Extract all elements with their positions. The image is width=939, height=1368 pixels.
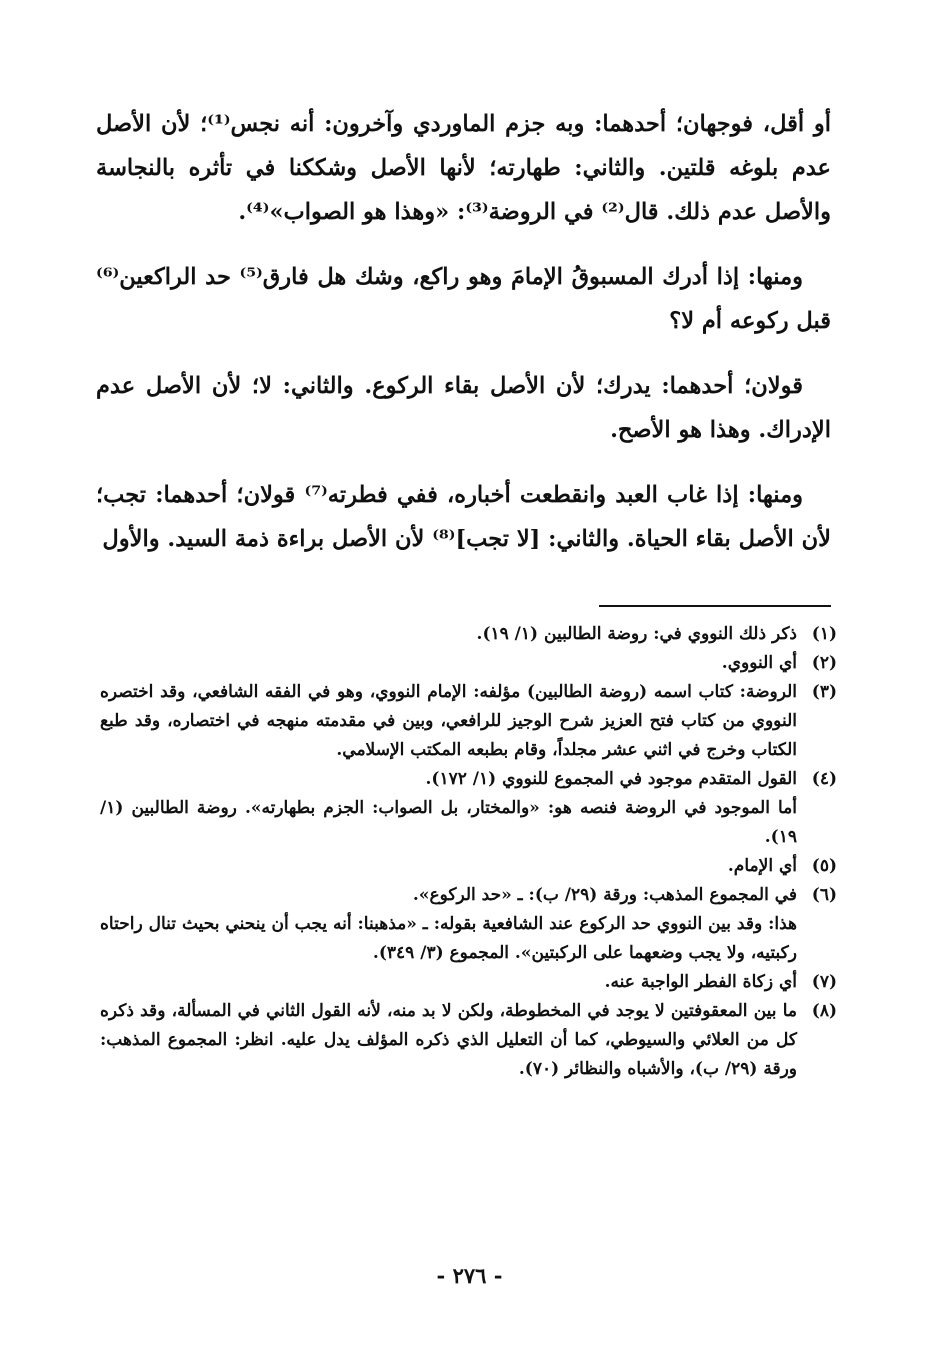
footnote-6 xyxy=(100,881,837,910)
footnote-6-continuation xyxy=(100,910,837,968)
footnote-text: هذا: وقد بين النووي حد الركوع عند الشافعية بقوله: ـ «مذهبنا: أنه يجب أن ينحني بحيث تنال راحتاه ركبتيه، ولا يجب وضعهما على الركبتين». المجموع (٣/ ٣٤٩). xyxy=(100,914,797,963)
main-text xyxy=(96,102,831,582)
footnote-text: أي زكاة الفطر الواجبة عنه. xyxy=(604,972,797,992)
footnote-7 xyxy=(100,968,837,997)
footnote-separator xyxy=(599,605,831,607)
footnote-number: (١) xyxy=(811,624,837,644)
paragraph-3: قولان؛ أحدهما: يدرك؛ لأن الأصل بقاء الركوع. والثاني: لا؛ لأن الأصل عدم الإدراك. وهذا هو الأصح. xyxy=(96,373,831,443)
footnote-text: ما بين المعقوفتين لا يوجد في المخطوطة، ولكن لا بد منه، لأنه القول الثاني في المسألة، وقد ذكره كل من العلائي والسيوطي، كما أن التعليل الذي ذكره المؤلف يدل عليه. انظر: المجموع المذهب: ورقة (٢٩/ ب)، والأشباه والنظائر (٧٠). xyxy=(100,1001,797,1079)
footnote-text: في المجموع المذهب: ورقة (٢٩/ ب): ـ «حد الركوع». xyxy=(412,885,797,905)
footnote-2 xyxy=(100,649,837,678)
footnote-number: (٦) xyxy=(811,885,837,905)
paragraph-1: أو أقل، فوجهان؛ أحدهما: وبه جزم الماوردي وآخرون: أنه نجس⁽¹⁾؛ لأن الأصل عدم بلوغه قلتين. والثاني: طهارته؛ لأنها الأصل وشككنا في تأثره بالنجاسة والأصل عدم ذلك. قال⁽²⁾ في الروضة⁽³⁾: «وهذا هو الصواب»⁽⁴⁾. xyxy=(96,111,831,225)
footnote-8 xyxy=(100,997,837,1084)
footnote-text: أي الإمام. xyxy=(727,856,797,876)
footnote-text: أي النووي. xyxy=(721,653,797,673)
footnotes xyxy=(100,620,837,1084)
footnote-3 xyxy=(100,678,837,765)
footnote-text: ذكر ذلك النووي في: روضة الطالبين (١/ ١٩). xyxy=(476,624,797,644)
footnote-number: (٨) xyxy=(811,1001,837,1021)
footnote-text: أما الموجود في الروضة فنصه هو: «والمختار، بل الصواب: الجزم بطهارته». روضة الطالبين (١/ ١٩). xyxy=(100,798,797,847)
footnote-number: (٣) xyxy=(811,682,837,702)
footnote-number: (٢) xyxy=(811,653,837,673)
paragraph-4: ومنها: إذا غاب العبد وانقطعت أخباره، ففي فطرته⁽⁷⁾ قولان؛ أحدهما: تجب؛ لأن الأصل بقاء الحياة. والثاني: [لا تجب]⁽⁸⁾ لأن الأصل براءة ذمة السيد. والأول xyxy=(96,482,831,552)
footnote-5 xyxy=(100,852,837,881)
footnote-text: القول المتقدم موجود في المجموع للنووي (١/ ١٧٢). xyxy=(425,769,797,789)
footnote-number: (٤) xyxy=(811,769,837,789)
footnote-number: (٥) xyxy=(811,856,837,876)
footnote-1 xyxy=(100,620,837,649)
footnote-4 xyxy=(100,765,837,794)
footnote-4-continuation xyxy=(100,794,837,852)
footnote-text: الروضة: كتاب اسمه (روضة الطالبين) مؤلفه: الإمام النووي، وهو في الفقه الشافعي، وقد اختصره النووي من كتاب فتح العزيز شرح الوجيز للرافعي، وبين في مقدمته منهجه في اختصاره، وقد طبع الكتاب وخرج في اثني عشر مجلداً، وقام بطبعه المكتب الإسلامي. xyxy=(100,682,797,760)
page-number: - ٢٧٦ - xyxy=(436,1263,503,1288)
paragraph-2: ومنها: إذا أدرك المسبوقُ الإمامَ وهو راكع، وشك هل فارق⁽⁵⁾ حد الراكعين⁽⁶⁾ قبل ركوعه أم لا؟ xyxy=(96,264,831,334)
footnote-number: (٧) xyxy=(811,972,837,992)
